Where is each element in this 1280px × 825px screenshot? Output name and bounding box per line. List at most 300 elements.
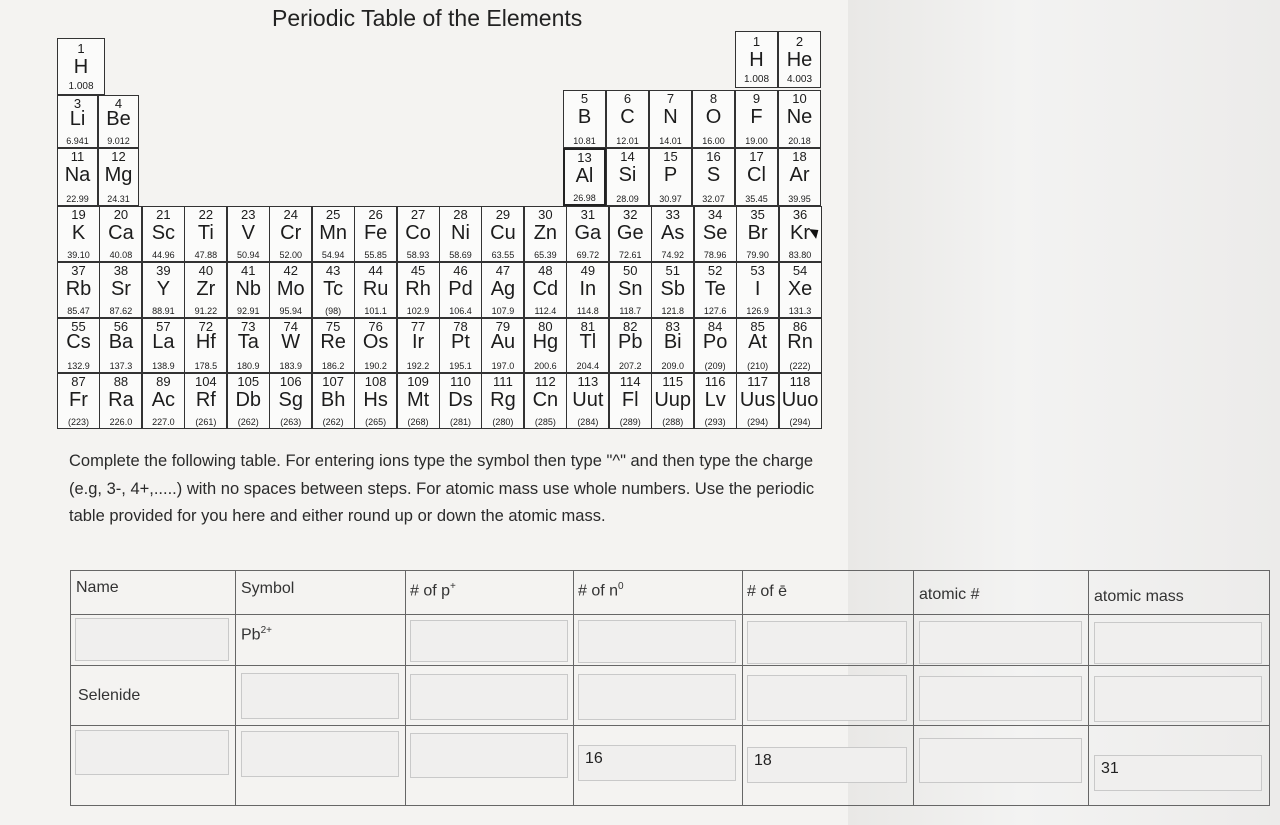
- atomic-mass: 65.39: [534, 250, 557, 260]
- element-cell-uus: [736, 373, 779, 429]
- atomic-mass: 19.00: [745, 136, 768, 146]
- header-neutrons: # of $n^0$: [578, 581, 624, 600]
- atomic-mass: 209.0: [661, 361, 684, 371]
- atomic-mass: 22.99: [66, 194, 89, 204]
- atomic-mass: (261): [195, 417, 217, 427]
- element-cell-b: [563, 90, 606, 148]
- element-cell-rh: [397, 262, 440, 318]
- element-symbol: B: [577, 106, 592, 128]
- element-symbol: Uuo: [781, 389, 819, 411]
- atomic-number: 24: [283, 207, 298, 222]
- instructions-text: Complete the following table. For entering ions type the symbol then type "^" and then type the charge (e.g, 3-, 4+,.....) with no spaces between steps. For atomic mass use whole numbers. Use the periodic table provided for you here and either round up or down the atomic mass.: [69, 452, 815, 525]
- element-symbol: Lv: [704, 389, 726, 411]
- element-cell-mt: [397, 373, 440, 429]
- atomic-number: 26: [368, 207, 383, 222]
- element-cell-sc: [142, 206, 185, 262]
- element-cell-uuo: [779, 373, 822, 429]
- atomic-number: 12: [111, 149, 126, 164]
- element-cell-ba: [99, 318, 142, 373]
- element-symbol: Pb: [618, 331, 643, 353]
- atomic-number: 46: [453, 263, 468, 278]
- element-cell-tc: [312, 262, 355, 318]
- element-symbol: Hf: [195, 331, 216, 353]
- atomic-mass: 44.96: [152, 250, 175, 260]
- atomic-number: 43: [325, 263, 341, 278]
- atomic-mass: 183.9: [279, 361, 302, 371]
- atomic-mass: (262): [237, 417, 259, 427]
- element-cell-cs: [57, 318, 100, 373]
- atomic-mass: 35.45: [745, 194, 768, 204]
- atomic-mass: (280): [492, 417, 514, 427]
- element-symbol: Bh: [320, 389, 346, 411]
- atomic-number: 112: [535, 374, 556, 389]
- atomic-number: 34: [707, 207, 723, 222]
- atomic-mass: 12.01: [616, 136, 639, 146]
- atomic-number: 6: [623, 91, 632, 106]
- element-cell-mo: [269, 262, 312, 318]
- element-cell-ca: [99, 206, 142, 262]
- element-cell-si: [606, 148, 649, 206]
- element-symbol: Mt: [406, 389, 430, 411]
- element-symbol: Mg: [104, 164, 133, 186]
- row1-name-input[interactable]: [75, 618, 229, 661]
- row3-neutrons-input[interactable]: 16: [578, 745, 736, 781]
- element-symbol: Os: [362, 331, 389, 353]
- atomic-mass: 14.01: [659, 136, 682, 146]
- element-symbol: F: [750, 106, 763, 128]
- element-cell-ga: [566, 206, 609, 262]
- element-symbol: Zn: [533, 222, 558, 244]
- atomic-mass: 52.00: [279, 250, 302, 260]
- atomic-mass: (209): [704, 361, 726, 371]
- element-cell-hf: [184, 318, 227, 373]
- element-cell-au: [481, 318, 524, 373]
- element-cell-mg: [98, 148, 139, 206]
- atomic-mass: 58.93: [406, 250, 430, 260]
- atomic-number: 7: [666, 91, 675, 106]
- atomic-number: 17: [749, 149, 764, 164]
- atomic-mass: 79.90: [746, 250, 769, 260]
- row3-name-input[interactable]: [75, 730, 229, 775]
- element-symbol: Zr: [196, 278, 216, 300]
- element-cell-br: [736, 206, 779, 262]
- atomic-number: 23: [241, 207, 256, 222]
- element-cell-h: [735, 31, 778, 88]
- atomic-number: 22: [198, 207, 214, 222]
- element-cell-lv: [694, 373, 737, 429]
- element-cell-fe: [354, 206, 397, 262]
- atomic-number: 110: [450, 374, 471, 389]
- atomic-mass: 10.81: [573, 136, 596, 146]
- element-cell-at: [736, 318, 779, 373]
- atomic-number: 39: [156, 263, 171, 278]
- atomic-mass: 85.47: [67, 306, 90, 316]
- atomic-number: 38: [113, 263, 129, 278]
- atomic-number: 85: [750, 319, 765, 334]
- row3-protons-input[interactable]: [410, 733, 568, 778]
- atomic-number: 55: [71, 319, 86, 334]
- element-cell-ru: [354, 262, 397, 318]
- element-symbol: Cr: [280, 222, 302, 244]
- element-symbol: Te: [704, 278, 726, 300]
- atomic-mass: 55.85: [364, 250, 387, 260]
- atomic-number: 54: [792, 263, 808, 278]
- atomic-mass: 91.22: [194, 306, 218, 316]
- atomic-number: 33: [665, 207, 680, 222]
- atomic-mass: 106.4: [449, 306, 472, 316]
- element-symbol: Cn: [532, 389, 559, 411]
- element-symbol: Sn: [618, 278, 643, 300]
- atomic-number: 1: [77, 41, 85, 56]
- page-title: Periodic Table of the Elements: [272, 5, 583, 31]
- header-electrons: # of ē: [747, 583, 788, 600]
- atomic-mass: 47.88: [194, 250, 218, 260]
- element-symbol: Cu: [490, 222, 516, 244]
- element-cell-hg: [524, 318, 567, 373]
- element-cell-i: [736, 262, 779, 318]
- atomic-mass: (268): [407, 417, 429, 427]
- element-symbol: Hs: [363, 389, 388, 411]
- atomic-mass: 192.2: [406, 361, 430, 371]
- atomic-number: 107: [322, 374, 344, 389]
- atomic-number: 9: [752, 91, 761, 106]
- atomic-number: 77: [410, 319, 426, 334]
- atomic-mass: 72.61: [619, 250, 642, 260]
- element-symbol: Ra: [108, 389, 134, 411]
- atomic-number: 41: [241, 263, 256, 278]
- element-symbol: Po: [702, 331, 728, 353]
- atomic-number: 32: [623, 207, 638, 222]
- atomic-number: 37: [71, 263, 86, 278]
- atomic-number: 82: [623, 319, 638, 334]
- atomic-number: 84: [707, 319, 723, 334]
- atomic-number: 115: [662, 374, 684, 389]
- atomic-mass: 88.91: [152, 306, 175, 316]
- row3-atomic-number-input[interactable]: [919, 738, 1082, 783]
- element-cell-ti: [184, 206, 227, 262]
- header-name: Name: [76, 579, 119, 596]
- element-cell-he: [778, 31, 821, 88]
- element-cell-fr: [57, 373, 100, 429]
- atomic-number: 72: [198, 319, 214, 334]
- element-symbol: In: [579, 278, 597, 300]
- row2-atomic-number-input[interactable]: [919, 676, 1082, 721]
- element-cell-se: [694, 206, 737, 262]
- header-atomic-mass: atomic mass: [1094, 588, 1184, 605]
- element-symbol: Rh: [405, 278, 431, 300]
- row3-symbol-input[interactable]: [241, 731, 399, 777]
- atomic-number: 25: [325, 207, 341, 222]
- atomic-mass: 178.5: [194, 361, 218, 371]
- atomic-mass: 26.98: [573, 193, 596, 203]
- header-symbol: Symbol: [241, 580, 295, 597]
- atomic-mass: 92.91: [237, 306, 260, 316]
- element-cell-re: [312, 318, 355, 373]
- atomic-mass: 54.94: [321, 250, 345, 260]
- atomic-mass: 127.6: [703, 306, 727, 316]
- atomic-number: 31: [580, 207, 596, 222]
- atomic-mass: 16.00: [702, 136, 725, 146]
- atomic-mass: 226.0: [109, 417, 133, 427]
- element-symbol: Mo: [276, 278, 305, 300]
- element-cell-ir: [397, 318, 440, 373]
- atomic-number: 52: [707, 263, 723, 278]
- element-cell-w: [269, 318, 312, 373]
- atomic-number: 105: [237, 374, 260, 389]
- element-cell-cn: [524, 373, 567, 429]
- element-symbol: Ti: [197, 222, 214, 244]
- element-symbol: V: [241, 222, 255, 244]
- element-cell-cu: [481, 206, 524, 262]
- element-symbol: Ar: [789, 164, 810, 186]
- element-cell-ni: [439, 206, 482, 262]
- element-symbol: Y: [156, 278, 171, 300]
- element-symbol: Se: [702, 222, 728, 244]
- element-symbol: Al: [575, 165, 594, 187]
- element-cell-xe: [779, 262, 822, 318]
- element-symbol: Fl: [621, 389, 639, 411]
- atomic-mass: 6.941: [66, 136, 89, 146]
- element-symbol: Ni: [451, 222, 470, 244]
- atomic-number: 53: [750, 263, 765, 278]
- atomic-number: 86: [792, 319, 808, 334]
- atomic-mass: 101.1: [364, 306, 387, 316]
- element-symbol: Ds: [448, 389, 473, 411]
- atomic-number: 83: [665, 319, 680, 334]
- atomic-number: 106: [279, 374, 302, 389]
- row1-neutrons-input[interactable]: [578, 620, 736, 663]
- atomic-mass: 207.2: [619, 361, 642, 371]
- element-symbol: N: [663, 106, 678, 128]
- atomic-number: 13: [577, 150, 592, 165]
- element-cell-li: [57, 95, 98, 148]
- atomic-number: 80: [538, 319, 553, 334]
- atomic-mass: 186.2: [321, 361, 345, 371]
- atomic-mass: 102.9: [406, 306, 430, 316]
- atomic-number: 74: [283, 319, 298, 334]
- atomic-mass: (285): [534, 417, 556, 427]
- atomic-number: 30: [538, 207, 553, 222]
- element-cell-fl: [609, 373, 652, 429]
- element-cell-s: [692, 148, 735, 206]
- element-symbol: Cd: [532, 278, 559, 300]
- element-cell-o: [692, 90, 735, 148]
- answer-table: [70, 570, 1270, 806]
- atomic-mass: 87.62: [109, 306, 133, 316]
- element-symbol: Sg: [278, 389, 303, 411]
- element-symbol: Hg: [532, 331, 559, 353]
- element-cell-p: [649, 148, 692, 206]
- element-cell-cl: [735, 148, 778, 206]
- atomic-mass: (294): [747, 417, 769, 427]
- element-symbol: Nb: [235, 278, 262, 300]
- atomic-number: 48: [538, 263, 553, 278]
- element-cell-uup: [651, 373, 694, 429]
- atomic-number: 108: [364, 374, 387, 389]
- atomic-number: 44: [368, 263, 383, 278]
- atomic-number: 40: [198, 263, 214, 278]
- element-symbol: Pt: [451, 331, 470, 353]
- row3-atomic-mass-input[interactable]: 31: [1094, 755, 1262, 791]
- atomic-number: 19: [71, 207, 86, 222]
- element-cell-k: [57, 206, 100, 262]
- row1-electrons-input[interactable]: [747, 621, 907, 664]
- element-symbol: Uus: [739, 389, 776, 411]
- element-cell-as: [651, 206, 694, 262]
- element-symbol: Li: [69, 108, 86, 130]
- atomic-mass: 20.18: [788, 136, 811, 146]
- element-symbol: Ag: [490, 278, 516, 300]
- atomic-mass: (293): [704, 417, 726, 427]
- element-symbol: Uut: [572, 389, 604, 411]
- atomic-number: 56: [113, 319, 129, 334]
- element-cell-ne: [778, 90, 821, 148]
- atomic-mass: 197.0: [491, 361, 515, 371]
- atomic-mass: 131.3: [788, 306, 812, 316]
- atomic-mass: (265): [365, 417, 387, 427]
- element-cell-sg: [269, 373, 312, 429]
- atomic-number: 81: [580, 319, 596, 334]
- element-cell-h: [57, 38, 105, 95]
- row1-atomic-number-input[interactable]: [919, 621, 1082, 664]
- element-cell-ge: [609, 206, 652, 262]
- element-symbol: Br: [747, 222, 768, 244]
- atomic-number: 116: [704, 374, 726, 389]
- element-cell-c: [606, 90, 649, 148]
- row2-symbol-input[interactable]: [241, 673, 399, 719]
- element-cell-f: [735, 90, 778, 148]
- atomic-number: 8: [709, 91, 718, 106]
- atomic-mass: (294): [789, 417, 811, 427]
- element-cell-n: [649, 90, 692, 148]
- element-symbol: Ta: [237, 331, 259, 353]
- element-cell-po: [694, 318, 737, 373]
- atomic-mass: 112.4: [534, 306, 557, 316]
- atomic-number: 36: [792, 207, 808, 222]
- atomic-mass: (281): [449, 417, 471, 427]
- atomic-number: 50: [623, 263, 638, 278]
- element-symbol: Uup: [654, 389, 692, 411]
- element-cell-zn: [524, 206, 567, 262]
- atomic-mass: 28.09: [616, 194, 639, 204]
- atomic-mass: 40.08: [109, 250, 133, 260]
- element-cell-uut: [566, 373, 609, 429]
- atomic-mass: 227.0: [152, 417, 175, 427]
- atomic-number: 47: [495, 263, 511, 278]
- element-symbol: Ba: [108, 331, 134, 353]
- atomic-number: 21: [156, 207, 171, 222]
- atomic-mass: 121.8: [661, 306, 684, 316]
- element-symbol: Rg: [490, 389, 516, 411]
- atomic-number: 29: [495, 207, 511, 222]
- atomic-number: 79: [495, 319, 511, 334]
- element-symbol: Au: [490, 331, 516, 353]
- element-cell-ag: [481, 262, 524, 318]
- element-cell-pd: [439, 262, 482, 318]
- atomic-mass: 180.9: [237, 361, 260, 371]
- element-symbol: La: [152, 331, 175, 353]
- atomic-mass: 137.3: [109, 361, 133, 371]
- element-symbol: Xe: [787, 278, 813, 300]
- atomic-number: 15: [663, 149, 678, 164]
- atomic-number: 14: [620, 149, 635, 164]
- row3-electrons-input[interactable]: 18: [747, 747, 907, 783]
- row2-atomic-mass-input[interactable]: [1094, 676, 1262, 722]
- atomic-mass: 39.95: [788, 194, 811, 204]
- atomic-mass: (289): [619, 417, 641, 427]
- atomic-mass: (263): [280, 417, 302, 427]
- element-cell-ta: [227, 318, 270, 373]
- element-cell-rf: [184, 373, 227, 429]
- atomic-mass: 1.008: [68, 81, 94, 92]
- element-cell-ac: [142, 373, 185, 429]
- element-cell-rg: [481, 373, 524, 429]
- header-protons: # of p+: [410, 581, 456, 600]
- element-symbol: Si: [618, 164, 637, 186]
- element-cell-be: [98, 95, 139, 148]
- atomic-number: 28: [453, 207, 468, 222]
- element-cell-y: [142, 262, 185, 318]
- row2-neutrons-input[interactable]: [578, 674, 736, 720]
- atomic-number: 20: [113, 207, 129, 222]
- atomic-number: 49: [580, 263, 596, 278]
- atomic-number: 3: [73, 96, 82, 111]
- atomic-mass: (98): [325, 306, 342, 316]
- atomic-number: 75: [325, 319, 341, 334]
- row1-symbol: $Pb^{2+}$: [241, 625, 272, 644]
- atomic-mass: (284): [577, 417, 599, 427]
- row2-name: Selenide: [78, 687, 141, 704]
- atomic-mass: 126.9: [746, 306, 769, 316]
- element-symbol: Re: [320, 331, 346, 353]
- atomic-mass: 39.10: [67, 250, 90, 260]
- element-symbol: H: [749, 49, 764, 71]
- row2-protons-input[interactable]: [410, 674, 568, 720]
- atomic-mass: 32.07: [702, 194, 725, 204]
- periodic-table: [0, 0, 848, 440]
- atomic-number: 1: [752, 34, 761, 49]
- atomic-number: 73: [241, 319, 256, 334]
- atomic-number: 4: [114, 96, 123, 111]
- element-symbol: Fe: [363, 222, 388, 244]
- element-symbol: Ac: [151, 389, 176, 411]
- atomic-number: 42: [283, 263, 298, 278]
- atomic-mass: 200.6: [534, 361, 557, 371]
- row1-atomic-mass-input[interactable]: [1094, 622, 1262, 664]
- element-cell-ds: [439, 373, 482, 429]
- atomic-mass: 69.72: [576, 250, 600, 260]
- row2-electrons-input[interactable]: [747, 675, 907, 721]
- element-symbol: Rb: [65, 278, 92, 300]
- element-symbol: Ir: [411, 331, 425, 353]
- element-symbol: Ne: [786, 106, 813, 128]
- element-cell-bh: [312, 373, 355, 429]
- element-cell-sb: [651, 262, 694, 318]
- element-cell-al: [563, 148, 606, 206]
- element-symbol: Tl: [579, 331, 597, 353]
- atomic-number: 111: [493, 374, 513, 389]
- element-symbol: Tc: [323, 278, 344, 300]
- atomic-mass: 83.80: [788, 250, 812, 260]
- atomic-mass: (210): [747, 361, 769, 371]
- element-symbol: Ge: [616, 222, 644, 244]
- row1-protons-input[interactable]: [410, 620, 568, 662]
- element-cell-zr: [184, 262, 227, 318]
- atomic-mass: (222): [789, 361, 811, 371]
- atomic-mass: 24.31: [107, 194, 130, 204]
- atomic-number: 117: [747, 374, 768, 389]
- element-symbol: Sr: [110, 278, 131, 300]
